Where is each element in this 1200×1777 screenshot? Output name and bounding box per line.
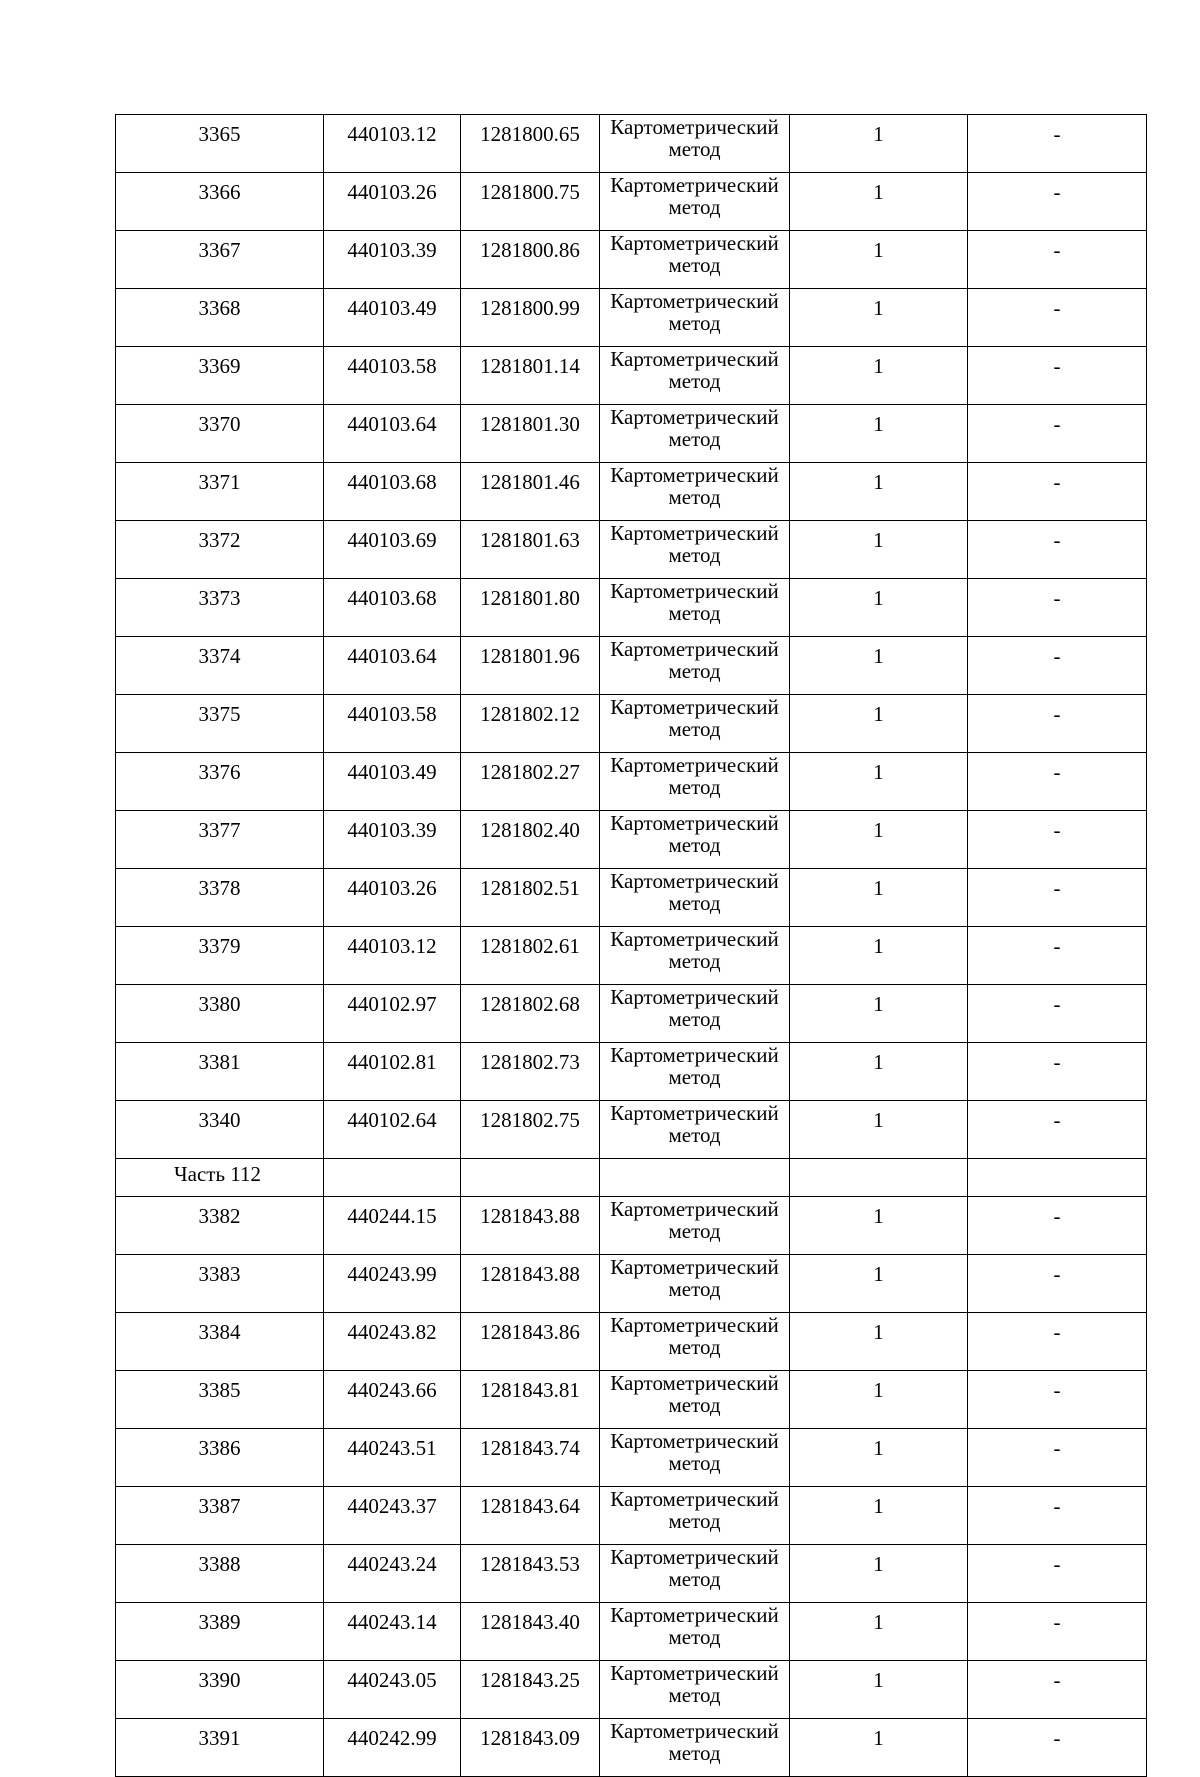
x-coordinate-cell: 440102.64 [324,1101,461,1159]
table-row [116,463,1147,521]
table-row [116,1719,1147,1777]
note-cell: - [968,985,1147,1043]
note-cell: - [968,405,1147,463]
note-cell: - [968,1197,1147,1255]
point-number-cell: 3372 [116,521,324,579]
note-cell: - [968,1545,1147,1603]
accuracy-cell: 1 [790,463,968,521]
accuracy-cell: 1 [790,695,968,753]
section-label: Часть 112 [116,1159,324,1197]
accuracy-cell: 1 [790,985,968,1043]
x-coordinate-cell: 440103.12 [324,927,461,985]
point-number-cell: 3387 [116,1487,324,1545]
x-coordinate-cell: 440243.51 [324,1429,461,1487]
table-row [116,405,1147,463]
note-cell: - [968,115,1147,173]
x-coordinate-cell: 440103.69 [324,521,461,579]
table-row [116,579,1147,637]
table-row [116,927,1147,985]
accuracy-cell: 1 [790,1043,968,1101]
point-number-cell: 3340 [116,1101,324,1159]
y-coordinate-cell: 1281843.81 [461,1371,600,1429]
accuracy-cell: 1 [790,753,968,811]
y-coordinate-cell: 1281843.64 [461,1487,600,1545]
empty-cell [461,1159,600,1197]
method-cell: Картометрический метод [600,985,790,1043]
x-coordinate-cell: 440103.49 [324,753,461,811]
table-row [116,985,1147,1043]
x-coordinate-cell: 440103.58 [324,695,461,753]
point-number-cell: 3383 [116,1255,324,1313]
method-cell: Картометрический метод [600,753,790,811]
x-coordinate-cell: 440103.68 [324,579,461,637]
method-cell: Картометрический метод [600,1197,790,1255]
y-coordinate-cell: 1281801.80 [461,579,600,637]
note-cell: - [968,637,1147,695]
accuracy-cell: 1 [790,1197,968,1255]
point-number-cell: 3382 [116,1197,324,1255]
point-number-cell: 3385 [116,1371,324,1429]
accuracy-cell: 1 [790,521,968,579]
x-coordinate-cell: 440103.58 [324,347,461,405]
x-coordinate-cell: 440103.49 [324,289,461,347]
x-coordinate-cell: 440103.68 [324,463,461,521]
x-coordinate-cell: 440243.66 [324,1371,461,1429]
method-cell: Картометрический метод [600,463,790,521]
y-coordinate-cell: 1281843.86 [461,1313,600,1371]
point-number-cell: 3369 [116,347,324,405]
x-coordinate-cell: 440242.99 [324,1719,461,1777]
table-row [116,1545,1147,1603]
table-row [116,289,1147,347]
table-row [116,1371,1147,1429]
point-number-cell: 3391 [116,1719,324,1777]
accuracy-cell: 1 [790,1101,968,1159]
y-coordinate-cell: 1281801.63 [461,521,600,579]
note-cell: - [968,289,1147,347]
method-cell: Картометрический метод [600,347,790,405]
y-coordinate-cell: 1281801.30 [461,405,600,463]
table-row [116,1043,1147,1101]
y-coordinate-cell: 1281800.65 [461,115,600,173]
point-number-cell: 3380 [116,985,324,1043]
point-number-cell: 3384 [116,1313,324,1371]
table-row [116,1197,1147,1255]
method-cell: Картометрический метод [600,115,790,173]
accuracy-cell: 1 [790,1313,968,1371]
y-coordinate-cell: 1281802.27 [461,753,600,811]
accuracy-cell: 1 [790,1255,968,1313]
accuracy-cell: 1 [790,637,968,695]
method-cell: Картометрический метод [600,579,790,637]
method-cell: Картометрический метод [600,1603,790,1661]
note-cell: - [968,1255,1147,1313]
y-coordinate-cell: 1281800.86 [461,231,600,289]
y-coordinate-cell: 1281843.25 [461,1661,600,1719]
table-row [116,1603,1147,1661]
accuracy-cell: 1 [790,405,968,463]
y-coordinate-cell: 1281802.73 [461,1043,600,1101]
note-cell: - [968,1043,1147,1101]
y-coordinate-cell: 1281802.75 [461,1101,600,1159]
note-cell: - [968,463,1147,521]
x-coordinate-cell: 440102.81 [324,1043,461,1101]
note-cell: - [968,1313,1147,1371]
y-coordinate-cell: 1281843.09 [461,1719,600,1777]
note-cell: - [968,695,1147,753]
table-row [116,1487,1147,1545]
note-cell: - [968,231,1147,289]
x-coordinate-cell: 440243.05 [324,1661,461,1719]
empty-cell [790,1159,968,1197]
x-coordinate-cell: 440243.14 [324,1603,461,1661]
note-cell: - [968,1603,1147,1661]
x-coordinate-cell: 440243.99 [324,1255,461,1313]
table-row [116,869,1147,927]
accuracy-cell: 1 [790,173,968,231]
note-cell: - [968,927,1147,985]
table-row [116,1661,1147,1719]
point-number-cell: 3378 [116,869,324,927]
method-cell: Картометрический метод [600,1545,790,1603]
method-cell: Картометрический метод [600,405,790,463]
section-header-row [116,1159,1147,1197]
method-cell: Картометрический метод [600,1719,790,1777]
coordinates-table [115,114,1147,1777]
x-coordinate-cell: 440103.39 [324,231,461,289]
note-cell: - [968,521,1147,579]
note-cell: - [968,1429,1147,1487]
accuracy-cell: 1 [790,1371,968,1429]
point-number-cell: 3370 [116,405,324,463]
y-coordinate-cell: 1281802.68 [461,985,600,1043]
table-row [116,637,1147,695]
method-cell: Картометрический метод [600,869,790,927]
point-number-cell: 3389 [116,1603,324,1661]
method-cell: Картометрический метод [600,1429,790,1487]
accuracy-cell: 1 [790,289,968,347]
point-number-cell: 3371 [116,463,324,521]
point-number-cell: 3388 [116,1545,324,1603]
method-cell: Картометрический метод [600,173,790,231]
empty-cell [600,1159,790,1197]
point-number-cell: 3367 [116,231,324,289]
accuracy-cell: 1 [790,1545,968,1603]
note-cell: - [968,173,1147,231]
y-coordinate-cell: 1281801.14 [461,347,600,405]
empty-cell [968,1159,1147,1197]
y-coordinate-cell: 1281802.12 [461,695,600,753]
y-coordinate-cell: 1281800.75 [461,173,600,231]
note-cell: - [968,869,1147,927]
method-cell: Картометрический метод [600,637,790,695]
y-coordinate-cell: 1281843.40 [461,1603,600,1661]
method-cell: Картометрический метод [600,1371,790,1429]
accuracy-cell: 1 [790,869,968,927]
table-row [116,173,1147,231]
x-coordinate-cell: 440243.82 [324,1313,461,1371]
y-coordinate-cell: 1281802.51 [461,869,600,927]
accuracy-cell: 1 [790,927,968,985]
point-number-cell: 3381 [116,1043,324,1101]
accuracy-cell: 1 [790,231,968,289]
method-cell: Картометрический метод [600,695,790,753]
x-coordinate-cell: 440244.15 [324,1197,461,1255]
point-number-cell: 3376 [116,753,324,811]
note-cell: - [968,579,1147,637]
method-cell: Картометрический метод [600,1101,790,1159]
point-number-cell: 3373 [116,579,324,637]
method-cell: Картометрический метод [600,1255,790,1313]
y-coordinate-cell: 1281801.96 [461,637,600,695]
note-cell: - [968,811,1147,869]
method-cell: Картометрический метод [600,289,790,347]
y-coordinate-cell: 1281800.99 [461,289,600,347]
point-number-cell: 3386 [116,1429,324,1487]
note-cell: - [968,1101,1147,1159]
x-coordinate-cell: 440103.26 [324,173,461,231]
x-coordinate-cell: 440102.97 [324,985,461,1043]
method-cell: Картометрический метод [600,521,790,579]
x-coordinate-cell: 440103.64 [324,405,461,463]
y-coordinate-cell: 1281843.88 [461,1197,600,1255]
table-row [116,1101,1147,1159]
x-coordinate-cell: 440103.64 [324,637,461,695]
accuracy-cell: 1 [790,1429,968,1487]
x-coordinate-cell: 440103.12 [324,115,461,173]
accuracy-cell: 1 [790,115,968,173]
table-row [116,231,1147,289]
table-row [116,347,1147,405]
table-row [116,1255,1147,1313]
table-row [116,811,1147,869]
table-row [116,115,1147,173]
y-coordinate-cell: 1281843.53 [461,1545,600,1603]
y-coordinate-cell: 1281843.88 [461,1255,600,1313]
y-coordinate-cell: 1281802.40 [461,811,600,869]
note-cell: - [968,1661,1147,1719]
table-row [116,695,1147,753]
x-coordinate-cell: 440103.26 [324,869,461,927]
accuracy-cell: 1 [790,1487,968,1545]
point-number-cell: 3368 [116,289,324,347]
note-cell: - [968,1371,1147,1429]
point-number-cell: 3379 [116,927,324,985]
point-number-cell: 3375 [116,695,324,753]
coordinates-table-body [116,115,1147,1777]
method-cell: Картометрический метод [600,927,790,985]
method-cell: Картометрический метод [600,1661,790,1719]
point-number-cell: 3365 [116,115,324,173]
accuracy-cell: 1 [790,579,968,637]
y-coordinate-cell: 1281801.46 [461,463,600,521]
x-coordinate-cell: 440103.39 [324,811,461,869]
y-coordinate-cell: 1281843.74 [461,1429,600,1487]
method-cell: Картометрический метод [600,1313,790,1371]
note-cell: - [968,347,1147,405]
note-cell: - [968,1719,1147,1777]
table-row [116,1313,1147,1371]
method-cell: Картометрический метод [600,231,790,289]
point-number-cell: 3390 [116,1661,324,1719]
table-row [116,1429,1147,1487]
note-cell: - [968,753,1147,811]
accuracy-cell: 1 [790,1603,968,1661]
y-coordinate-cell: 1281802.61 [461,927,600,985]
table-row [116,521,1147,579]
accuracy-cell: 1 [790,347,968,405]
method-cell: Картометрический метод [600,811,790,869]
note-cell: - [968,1487,1147,1545]
point-number-cell: 3377 [116,811,324,869]
empty-cell [324,1159,461,1197]
point-number-cell: 3374 [116,637,324,695]
table-row [116,753,1147,811]
accuracy-cell: 1 [790,811,968,869]
x-coordinate-cell: 440243.37 [324,1487,461,1545]
method-cell: Картометрический метод [600,1487,790,1545]
point-number-cell: 3366 [116,173,324,231]
method-cell: Картометрический метод [600,1043,790,1101]
accuracy-cell: 1 [790,1661,968,1719]
x-coordinate-cell: 440243.24 [324,1545,461,1603]
accuracy-cell: 1 [790,1719,968,1777]
